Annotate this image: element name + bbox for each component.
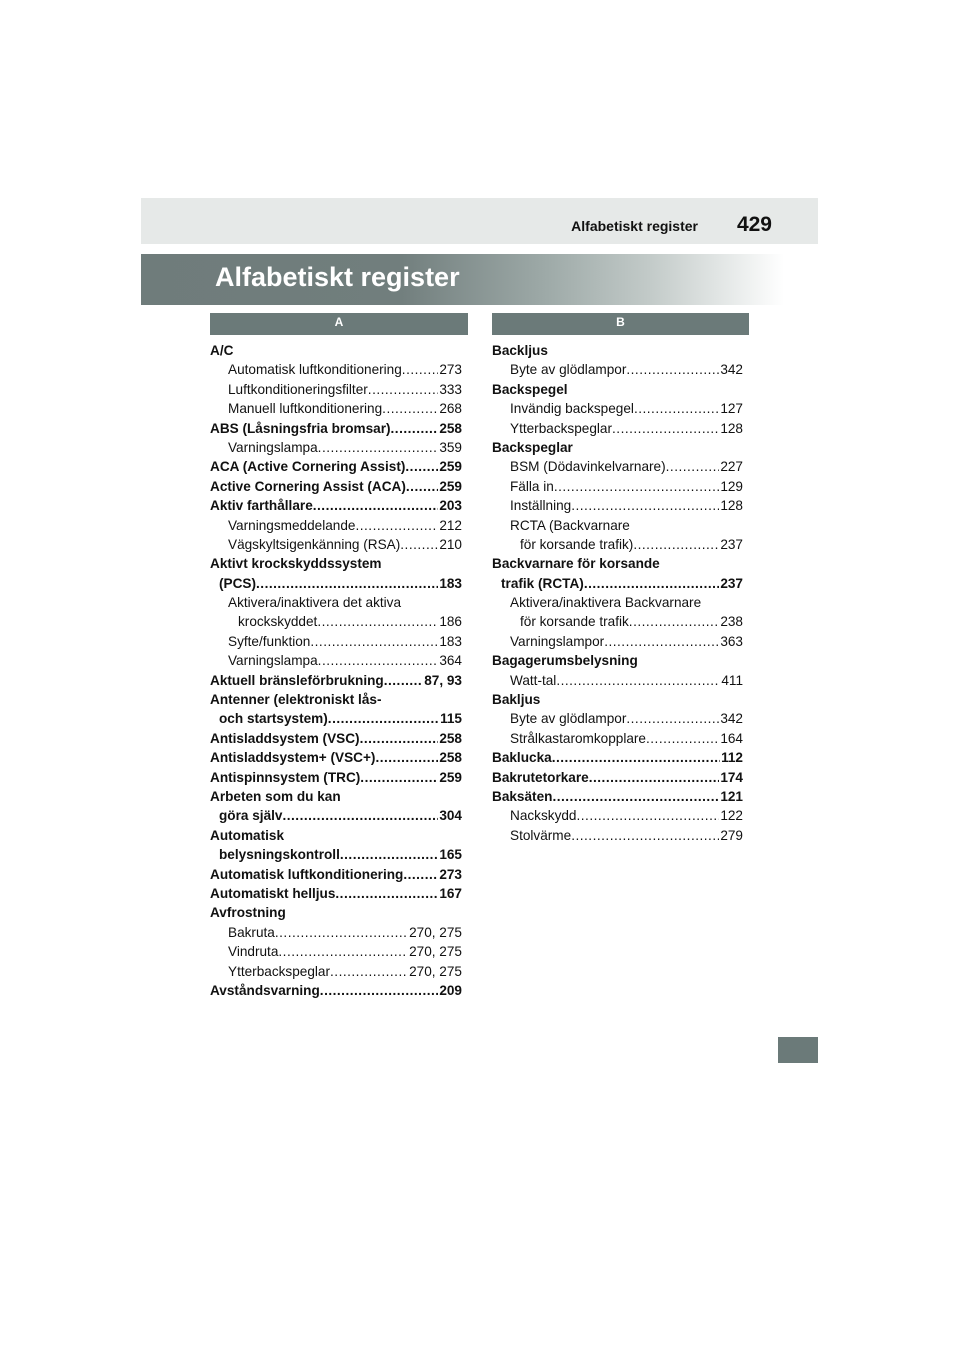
header-section-title: Alfabetiskt register — [571, 218, 698, 234]
index-entry — [492, 826, 743, 845]
dot-leader — [310, 632, 438, 651]
dot-leader — [335, 884, 438, 903]
dot-leader — [612, 419, 719, 438]
entry-term: Antispinnsystem (TRC) — [210, 769, 361, 785]
dot-leader — [275, 923, 408, 942]
entry-term: (PCS) — [219, 575, 257, 591]
entry-page: 238 — [720, 614, 743, 630]
index-entry — [492, 516, 743, 535]
index-entry — [492, 748, 743, 767]
entry-term: Byte av glödlampor — [510, 362, 627, 378]
entry-term: Automatisk luftkonditionering — [228, 362, 402, 378]
index-entry — [210, 884, 462, 903]
index-entry — [492, 457, 743, 476]
index-entry — [492, 419, 743, 438]
entry-term: Baksäten — [492, 788, 553, 804]
entry-term: Backvarnare för korsande — [492, 556, 660, 572]
entry-page: 167 — [439, 885, 462, 901]
index-entry — [492, 535, 743, 554]
entry-page: 165 — [439, 847, 462, 863]
dot-leader — [328, 709, 439, 728]
entry-page: 121 — [720, 788, 743, 804]
index-entry — [210, 360, 462, 379]
index-entry — [210, 457, 462, 476]
dot-leader — [340, 845, 438, 864]
dot-leader — [406, 477, 438, 496]
entry-term: Backljus — [492, 343, 548, 358]
index-entry — [492, 399, 743, 418]
entry-term: Antisladdsystem (VSC) — [210, 730, 360, 746]
dot-leader — [571, 496, 719, 515]
entry-term: Varningslampa — [228, 439, 318, 455]
entry-page: 273 — [439, 866, 462, 882]
dot-leader — [278, 942, 408, 961]
dot-leader — [375, 748, 438, 767]
index-entry — [492, 554, 743, 573]
entry-term: Avfrostning — [210, 905, 286, 921]
dot-leader — [391, 419, 439, 438]
entry-term: Avståndsvarning — [210, 982, 320, 998]
dot-leader — [405, 457, 438, 476]
entry-term: Aktuell bränsleförbrukning — [210, 672, 384, 688]
dot-leader — [556, 671, 720, 690]
dot-leader — [403, 865, 438, 884]
entry-term: Strålkastaromkopplare — [510, 730, 646, 746]
index-entry — [210, 419, 462, 438]
entry-term: Baklucka — [492, 750, 552, 766]
index-entry — [492, 671, 743, 690]
entry-term: Aktivera/inaktivera Backvarnare — [510, 595, 702, 611]
entry-term: Nackskydd — [510, 808, 577, 824]
entry-term: Bagagerumsbelysning — [492, 653, 638, 669]
index-column-b — [492, 341, 743, 845]
entry-term: ACA (Active Cornering Assist) — [210, 459, 406, 475]
entry-term: Syfte/funktion — [228, 633, 311, 649]
dot-leader — [318, 651, 439, 670]
index-entry — [492, 477, 743, 496]
entry-page: 164 — [720, 730, 743, 746]
entry-term: Active Cornering Assist (ACA) — [210, 478, 406, 494]
entry-term: belysningskontroll — [219, 847, 340, 863]
index-entry — [210, 806, 462, 825]
entry-term: Varningsmeddelande — [228, 517, 356, 533]
entry-page: 186 — [439, 614, 462, 630]
dot-leader — [576, 806, 719, 825]
entry-page: 258 — [439, 730, 462, 746]
entry-page: 270, 275 — [409, 924, 462, 940]
entry-page: 122 — [720, 808, 743, 824]
dot-leader — [400, 535, 438, 554]
dot-leader — [584, 574, 719, 593]
index-entry — [210, 574, 462, 593]
entry-page: 237 — [720, 536, 743, 552]
index-entry — [492, 380, 743, 399]
entry-page: 268 — [439, 401, 462, 417]
entry-term: Aktivt krockskyddssystem — [210, 556, 382, 572]
dot-leader — [355, 516, 438, 535]
dot-leader — [589, 768, 720, 787]
entry-term: ABS (Låsningsfria bromsar) — [210, 420, 391, 436]
index-entry — [492, 360, 743, 379]
dot-leader — [629, 612, 720, 631]
entry-page: 342 — [720, 362, 743, 378]
index-entry — [210, 477, 462, 496]
entry-term: BSM (Dödavinkelvarnare) — [510, 459, 666, 475]
index-entry — [210, 962, 462, 981]
index-entry — [210, 380, 462, 399]
entry-term: Bakljus — [492, 692, 541, 708]
entry-term: Inställning — [510, 498, 572, 514]
index-entry — [210, 632, 462, 651]
entry-term: Byte av glödlampor — [510, 711, 627, 727]
entry-term: Luftkonditioneringsfilter — [228, 381, 368, 397]
entry-term: Varningslampa — [228, 653, 318, 669]
chapter-banner — [141, 254, 818, 305]
entry-page: 342 — [720, 711, 743, 727]
entry-term: Vägskyltsigenkänning (RSA) — [228, 536, 401, 552]
entry-term: göra själv — [219, 808, 283, 824]
index-entry — [210, 981, 462, 1000]
entry-page: 128 — [720, 498, 743, 514]
index-entry — [210, 845, 462, 864]
dot-leader — [384, 671, 423, 690]
index-entry — [210, 516, 462, 535]
index-entry — [210, 438, 462, 457]
dot-leader — [360, 729, 439, 748]
index-entry — [210, 612, 462, 631]
entry-term: A/C — [210, 343, 234, 358]
index-entry — [210, 399, 462, 418]
entry-page: 259 — [439, 459, 462, 475]
entry-page: 333 — [439, 381, 462, 397]
index-entry — [210, 826, 462, 845]
index-entry — [492, 690, 743, 709]
entry-page: 87, 93 — [424, 672, 462, 688]
index-entry — [492, 806, 743, 825]
letter-header-b: B — [492, 313, 749, 335]
entry-page: 258 — [439, 420, 462, 436]
dot-leader — [313, 496, 439, 515]
index-entry — [492, 612, 743, 631]
entry-term: RCTA (Backvarnare — [510, 517, 630, 533]
index-entry — [210, 671, 462, 690]
entry-page: 259 — [439, 478, 462, 494]
index-entry — [210, 341, 462, 360]
entry-page: 411 — [721, 672, 743, 688]
dot-leader — [317, 612, 438, 631]
entry-term: Automatiskt helljus — [210, 885, 336, 901]
index-entry — [492, 768, 743, 787]
letter-header-a: A — [210, 313, 468, 335]
dot-leader — [571, 826, 719, 845]
index-entry — [492, 729, 743, 748]
entry-term: Ytterbackspeglar — [510, 420, 613, 436]
entry-term: Invändig backspegel — [510, 401, 634, 417]
dot-leader — [320, 981, 439, 1000]
dot-leader — [666, 457, 720, 476]
dot-leader — [646, 729, 719, 748]
entry-page: 183 — [439, 575, 462, 591]
index-entry — [492, 593, 743, 612]
entry-page: 174 — [720, 769, 743, 785]
dot-leader — [554, 477, 719, 496]
entry-term: Vindruta — [228, 944, 279, 960]
entry-term: trafik (RCTA) — [501, 575, 584, 591]
dot-leader — [626, 360, 719, 379]
dot-leader — [282, 806, 438, 825]
dot-leader — [552, 748, 720, 767]
entry-term: Varningslampor — [510, 633, 605, 649]
entry-term: Stolvärme — [510, 827, 572, 843]
entry-term: Automatisk — [210, 827, 285, 843]
entry-term: Watt-tal — [510, 672, 557, 688]
entry-term: Automatisk luftkonditionering — [210, 866, 404, 882]
entry-page: 304 — [439, 808, 462, 824]
entry-page: 115 — [440, 711, 462, 727]
index-entry — [210, 651, 462, 670]
entry-term: för korsande trafik) — [520, 536, 634, 552]
index-entry — [210, 690, 462, 709]
index-entry — [492, 341, 743, 360]
chapter-thumb-tab — [778, 1037, 818, 1063]
index-column-a — [210, 341, 462, 1000]
entry-page: 259 — [439, 769, 462, 785]
dot-leader — [402, 360, 439, 379]
dot-leader — [382, 399, 438, 418]
entry-page: 210 — [439, 536, 462, 552]
entry-page: 364 — [439, 653, 462, 669]
entry-page: 258 — [439, 750, 462, 766]
entry-term: för korsande trafik — [520, 614, 629, 630]
entry-page: 129 — [720, 478, 743, 494]
entry-page: 363 — [720, 633, 743, 649]
entry-term: Aktivera/inaktivera det aktiva — [228, 595, 402, 611]
dot-leader — [604, 632, 719, 651]
entry-page: 183 — [439, 633, 462, 649]
entry-page: 127 — [720, 401, 743, 417]
index-entry — [210, 535, 462, 554]
index-entry — [210, 593, 462, 612]
entry-page: 128 — [720, 420, 743, 436]
entry-term: Arbeten som du kan — [210, 788, 341, 804]
entry-term: Bakrutetorkare — [492, 769, 589, 785]
dot-leader — [360, 768, 438, 787]
entry-page: 209 — [439, 982, 462, 998]
entry-page: 270, 275 — [409, 944, 462, 960]
entry-page: 359 — [439, 439, 462, 455]
dot-leader — [634, 399, 719, 418]
entry-term: Ytterbackspeglar — [228, 963, 331, 979]
entry-term: Bakruta — [228, 924, 275, 940]
entry-page: 203 — [439, 498, 462, 514]
index-entry — [210, 729, 462, 748]
dot-leader — [368, 380, 439, 399]
dot-leader — [256, 574, 438, 593]
dot-leader — [552, 787, 719, 806]
index-entry — [210, 942, 462, 961]
index-entry — [492, 787, 743, 806]
entry-page: 112 — [721, 750, 743, 766]
dot-leader — [626, 709, 719, 728]
index-entry — [492, 709, 743, 728]
index-entry — [210, 768, 462, 787]
entry-term: Backspegel — [492, 381, 568, 397]
entry-page: 270, 275 — [409, 963, 462, 979]
page-title: Alfabetiskt register — [215, 262, 460, 292]
entry-term: Backspeglar — [492, 439, 573, 455]
index-entry — [210, 748, 462, 767]
index-entry — [210, 903, 462, 922]
entry-page: 279 — [720, 827, 743, 843]
index-entry — [210, 554, 462, 573]
index-entry — [210, 923, 462, 942]
entry-page: 227 — [720, 459, 743, 475]
index-entry — [210, 709, 462, 728]
index-entry — [210, 865, 462, 884]
index-entry — [492, 574, 743, 593]
index-entry — [210, 787, 462, 806]
dot-leader — [330, 962, 408, 981]
entry-page: 237 — [720, 575, 743, 591]
dot-leader — [318, 438, 439, 457]
entry-term: Antenner (elektroniskt lås- — [210, 692, 382, 708]
index-entry — [210, 496, 462, 515]
index-entry — [492, 651, 743, 670]
entry-term: krockskyddet — [238, 614, 318, 630]
entry-term: Fälla in — [510, 478, 554, 494]
page-number: 429 — [736, 213, 772, 236]
entry-page: 212 — [439, 517, 462, 533]
running-header — [141, 198, 818, 244]
dot-leader — [633, 535, 719, 554]
entry-term: Antisladdsystem+ (VSC+) — [210, 750, 376, 766]
entry-page: 273 — [439, 362, 462, 378]
index-entry — [492, 496, 743, 515]
entry-term: Aktiv farthållare — [210, 498, 313, 514]
entry-term: och startsystem) — [219, 711, 328, 727]
index-entry — [492, 632, 743, 651]
index-entry — [492, 438, 743, 457]
entry-term: Manuell luftkonditionering — [228, 401, 383, 417]
